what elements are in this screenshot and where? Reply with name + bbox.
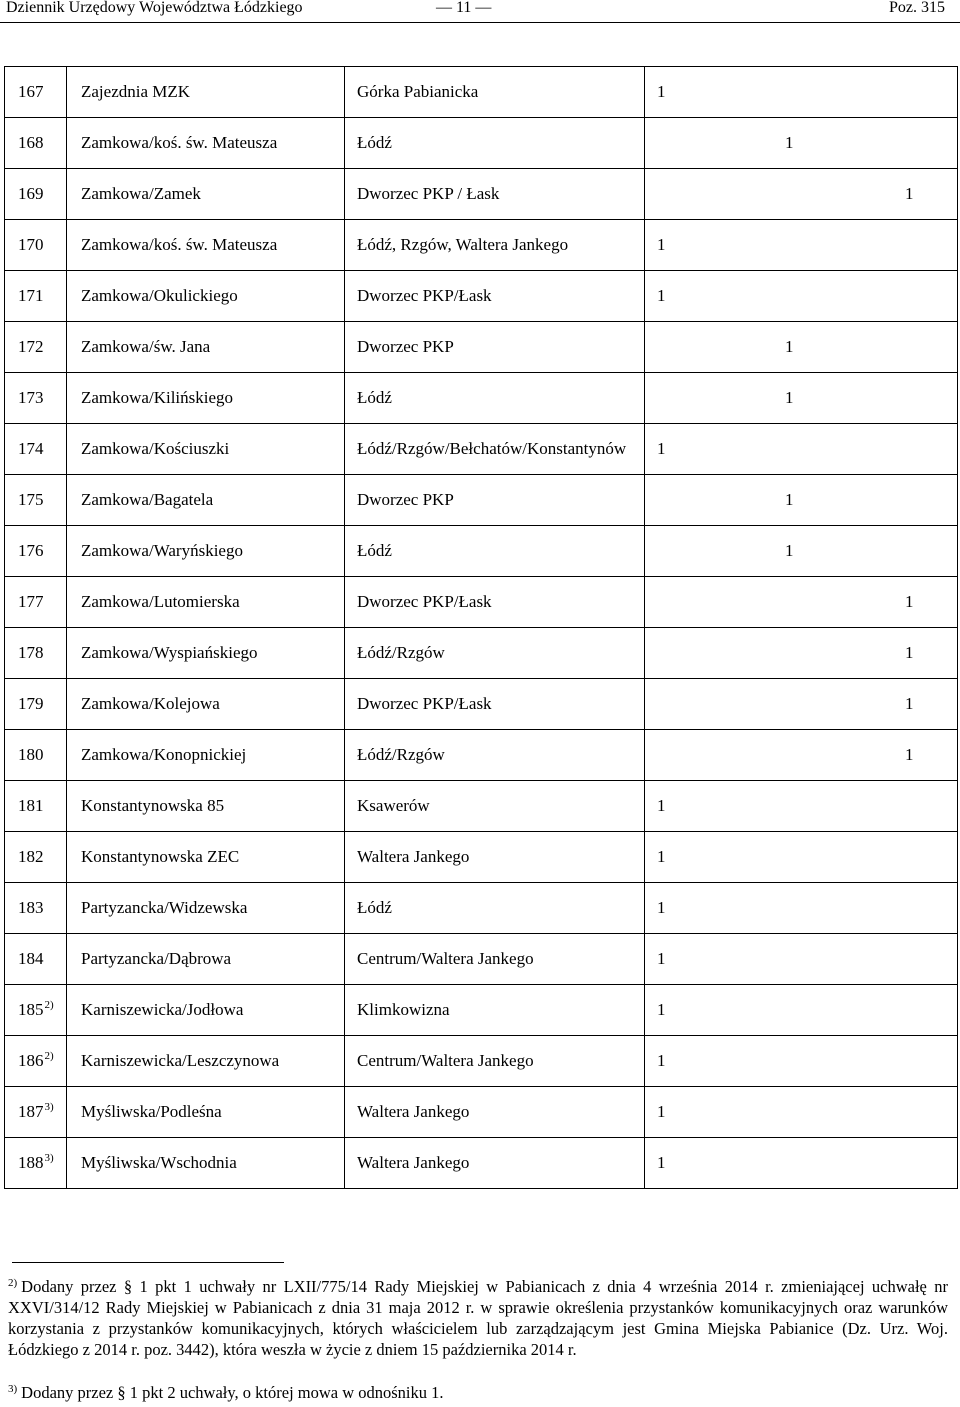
- stop-number-cell: [5, 373, 67, 424]
- stop-name: Zamkowa/Kolejowa: [67, 679, 345, 730]
- count-cell: [645, 628, 958, 679]
- stop-name: Zamkowa/Waryńskiego: [67, 526, 345, 577]
- stop-number-cell: [5, 577, 67, 628]
- count: 1: [785, 490, 794, 509]
- count: 1: [657, 1153, 666, 1172]
- count-cell: [645, 67, 958, 118]
- stop-number-cell: [5, 169, 67, 220]
- stop-name: Zamkowa/Lutomierska: [67, 577, 345, 628]
- stop-number: 188: [18, 1153, 44, 1172]
- stop-number-cell: [5, 220, 67, 271]
- stop-number: 171: [18, 286, 44, 305]
- stop-number-cell: [5, 679, 67, 730]
- footnote-mark: 3): [8, 1382, 18, 1395]
- stop-name: Zamkowa/koś. św. Mateusza: [67, 220, 345, 271]
- destination: Łódź: [345, 526, 645, 577]
- count: 1: [785, 541, 794, 560]
- table-row: [5, 1036, 958, 1087]
- count: 1: [905, 694, 914, 713]
- destination: Górka Pabianicka: [345, 67, 645, 118]
- footnote-ref: 3): [44, 1152, 54, 1165]
- stop-number: 175: [18, 490, 44, 509]
- bus-stops-table: [4, 66, 958, 1189]
- stop-number-cell: [5, 1138, 67, 1189]
- destination: Łódź: [345, 883, 645, 934]
- stop-number: 177: [18, 592, 44, 611]
- stop-number-cell: [5, 628, 67, 679]
- stop-number: 170: [18, 235, 44, 254]
- table-row: [5, 475, 958, 526]
- destination: Łódź: [345, 118, 645, 169]
- table-row: [5, 883, 958, 934]
- table-row: [5, 220, 958, 271]
- destination: Łódź/Rzgów/Bełchatów/Konstantynów: [345, 424, 645, 475]
- count-cell: [645, 373, 958, 424]
- count-cell: [645, 169, 958, 220]
- destination: Dworzec PKP: [345, 475, 645, 526]
- stop-number-cell: [5, 526, 67, 577]
- footnote-ref: 2): [44, 1050, 54, 1063]
- count: 1: [905, 745, 914, 764]
- stop-number: 181: [18, 796, 44, 815]
- table-row: [5, 67, 958, 118]
- table-row: [5, 118, 958, 169]
- count: 1: [785, 388, 794, 407]
- stop-number-cell: [5, 781, 67, 832]
- table-row: [5, 526, 958, 577]
- stop-number-cell: [5, 271, 67, 322]
- count-cell: [645, 322, 958, 373]
- destination: Waltera Jankego: [345, 832, 645, 883]
- stop-name: Partyzancka/Widzewska: [67, 883, 345, 934]
- stop-number: 173: [18, 388, 44, 407]
- footnote-3: [8, 1382, 948, 1403]
- table-row: [5, 679, 958, 730]
- destination: Łódź, Rzgów, Waltera Jankego: [345, 220, 645, 271]
- stop-number-cell: [5, 934, 67, 985]
- stop-number-cell: [5, 832, 67, 883]
- count: 1: [657, 847, 666, 866]
- count-cell: [645, 577, 958, 628]
- table-row: [5, 373, 958, 424]
- count-cell: [645, 1036, 958, 1087]
- stop-number: 167: [18, 82, 44, 101]
- stop-name: Karniszewicka/Jodłowa: [67, 985, 345, 1036]
- stop-name: Karniszewicka/Leszczynowa: [67, 1036, 345, 1087]
- count: 1: [657, 898, 666, 917]
- destination: Waltera Jankego: [345, 1087, 645, 1138]
- table-row: [5, 934, 958, 985]
- count-cell: [645, 781, 958, 832]
- count-cell: [645, 220, 958, 271]
- stop-number-cell: [5, 883, 67, 934]
- stop-number: 184: [18, 949, 44, 968]
- count-cell: [645, 118, 958, 169]
- count-cell: [645, 985, 958, 1036]
- count: 1: [657, 1102, 666, 1121]
- stop-name: Myśliwska/Podleśna: [67, 1087, 345, 1138]
- table-row: [5, 730, 958, 781]
- destination: Dworzec PKP / Łask: [345, 169, 645, 220]
- stop-number-cell: [5, 424, 67, 475]
- destination: Dworzec PKP: [345, 322, 645, 373]
- count: 1: [657, 286, 666, 305]
- count: 1: [657, 796, 666, 815]
- stop-number-cell: [5, 1036, 67, 1087]
- destination: Waltera Jankego: [345, 1138, 645, 1189]
- stop-name: Zajezdnia MZK: [67, 67, 345, 118]
- stop-number-cell: [5, 67, 67, 118]
- stop-number-cell: [5, 322, 67, 373]
- footnote-ref: 3): [44, 1101, 54, 1114]
- destination: Łódź/Rzgów: [345, 730, 645, 781]
- stop-name: Zamkowa/Okulickiego: [67, 271, 345, 322]
- count: 1: [657, 1000, 666, 1019]
- count-cell: [645, 679, 958, 730]
- table-row: [5, 628, 958, 679]
- footnote-2: [8, 1276, 948, 1360]
- stop-name: Konstantynowska 85: [67, 781, 345, 832]
- destination: Dworzec PKP/Łask: [345, 679, 645, 730]
- footnote-text: Dodany przez § 1 pkt 2 uchwały, o której mowa w odnośniku 1.: [21, 1383, 444, 1402]
- stop-name: Partyzancka/Dąbrowa: [67, 934, 345, 985]
- table-row: [5, 832, 958, 883]
- count: 1: [657, 82, 666, 101]
- destination: Centrum/Waltera Jankego: [345, 1036, 645, 1087]
- count: 1: [905, 643, 914, 662]
- count: 1: [905, 592, 914, 611]
- table-row: [5, 169, 958, 220]
- destination: Ksawerów: [345, 781, 645, 832]
- table-row: [5, 1138, 958, 1189]
- stop-number-cell: [5, 985, 67, 1036]
- destination: Dworzec PKP/Łask: [345, 271, 645, 322]
- destination: Dworzec PKP/Łask: [345, 577, 645, 628]
- count-cell: [645, 424, 958, 475]
- stop-number: 179: [18, 694, 44, 713]
- header-rule: [0, 22, 960, 23]
- table-row: [5, 985, 958, 1036]
- stop-number: 168: [18, 133, 44, 152]
- destination: Łódź: [345, 373, 645, 424]
- count: 1: [657, 439, 666, 458]
- stop-name: Zamkowa/Kilińskiego: [67, 373, 345, 424]
- stop-number: 180: [18, 745, 44, 764]
- stop-name: Zamkowa/koś. św. Mateusza: [67, 118, 345, 169]
- destination: Łódź/Rzgów: [345, 628, 645, 679]
- stop-number: 169: [18, 184, 44, 203]
- stop-name: Zamkowa/św. Jana: [67, 322, 345, 373]
- count-cell: [645, 730, 958, 781]
- stop-name: Zamkowa/Bagatela: [67, 475, 345, 526]
- stop-number: 174: [18, 439, 44, 458]
- footnote-text: Dodany przez § 1 pkt 1 uchwały nr LXII/775/14 Rady Miejskiej w Pabianicach z dnia 4 września 2014 r. zmieniającej uchwałę nr XXVI/314/12 Rady Miejskiej w Pabianicach z dnia 31 maja 2012 r. w sprawie określenia przystanków komunikacyjnych oraz warunków korzystania z przystanków komunikacyjnych, których właścicielem lub zarządzającym jest Gmina Miejska Pabianice (Dz. Urz. Woj. Łódzkiego z 2014 r. poz. 3442), która weszła w życie z dniem 15 października 2014 r.: [8, 1277, 948, 1359]
- count: 1: [657, 1051, 666, 1070]
- stop-number: 172: [18, 337, 44, 356]
- count: 1: [905, 184, 914, 203]
- count: 1: [785, 133, 794, 152]
- count: 1: [657, 235, 666, 254]
- position-number: Poz. 315: [889, 0, 945, 16]
- footnote-mark: 2): [8, 1276, 18, 1289]
- table-row: [5, 781, 958, 832]
- stop-name: Zamkowa/Konopnickiej: [67, 730, 345, 781]
- count-cell: [645, 271, 958, 322]
- destination: Centrum/Waltera Jankego: [345, 934, 645, 985]
- page-number: — 11 —: [436, 0, 492, 16]
- table-row: [5, 577, 958, 628]
- footnote-ref: 2): [44, 999, 54, 1012]
- stop-name: Zamkowa/Wyspiańskiego: [67, 628, 345, 679]
- count: 1: [657, 949, 666, 968]
- count-cell: [645, 832, 958, 883]
- stop-number: 187: [18, 1102, 44, 1121]
- count-cell: [645, 1138, 958, 1189]
- stop-name: Konstantynowska ZEC: [67, 832, 345, 883]
- stop-number-cell: [5, 730, 67, 781]
- count-cell: [645, 883, 958, 934]
- stop-name: Zamkowa/Zamek: [67, 169, 345, 220]
- stop-number: 176: [18, 541, 44, 560]
- stop-number-cell: [5, 118, 67, 169]
- stop-name: Myśliwska/Wschodnia: [67, 1138, 345, 1189]
- stop-number: 186: [18, 1051, 44, 1070]
- table-row: [5, 424, 958, 475]
- count-cell: [645, 526, 958, 577]
- stop-number: 183: [18, 898, 44, 917]
- stop-number: 182: [18, 847, 44, 866]
- stop-name: Zamkowa/Kościuszki: [67, 424, 345, 475]
- count-cell: [645, 475, 958, 526]
- stop-number: 185: [18, 1000, 44, 1019]
- count: 1: [785, 337, 794, 356]
- journal-title: Dziennik Urzędowy Województwa Łódzkiego: [6, 0, 303, 16]
- table-row: [5, 271, 958, 322]
- count-cell: [645, 934, 958, 985]
- stop-number-cell: [5, 475, 67, 526]
- stop-number: 178: [18, 643, 44, 662]
- page-header: [0, 0, 960, 22]
- bus-stops-table-body: [5, 67, 958, 1189]
- table-row: [5, 1087, 958, 1138]
- footnote-rule: [12, 1262, 284, 1263]
- count-cell: [645, 1087, 958, 1138]
- stop-number-cell: [5, 1087, 67, 1138]
- destination: Klimkowizna: [345, 985, 645, 1036]
- table-row: [5, 322, 958, 373]
